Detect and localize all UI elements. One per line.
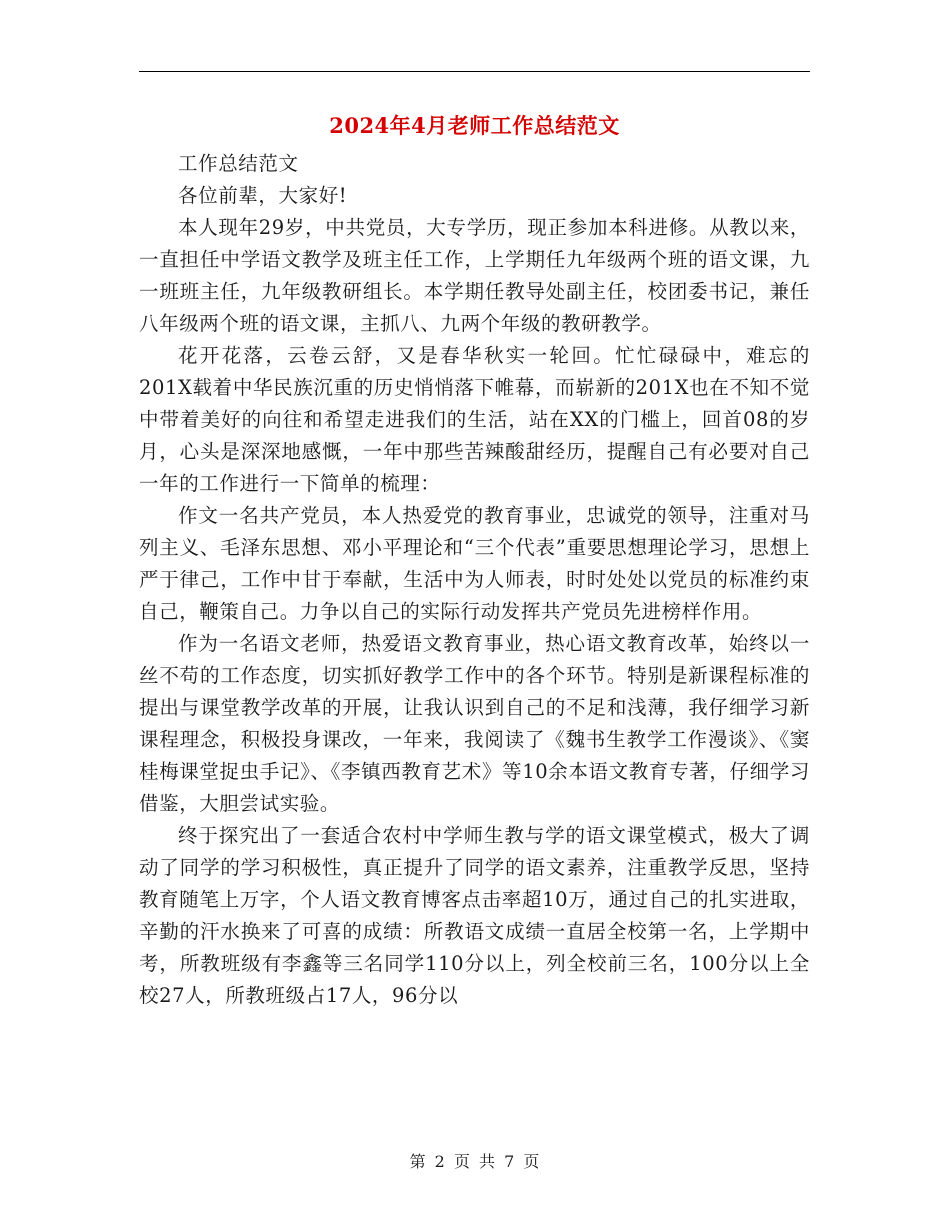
paragraph-intro: 本人现年29岁，中共党员，大专学历，现正参加本科进修。从教以来，一直担任中学语文教学及班主任工作，上学期任九年级两个班的语文课，九一班班主任，九年级教研组长。本学期任教导处副主任，校团委书记，兼任八年级两个班的语文课，主抓八、九两个年级的教研教学。 — [139, 216, 810, 335]
header-rule — [139, 71, 810, 72]
paragraph-results: 终于探究出了一套适合农村中学师生教与学的语文课堂模式，极大了调动了同学的学习积极性，真正提升了同学的语文素养，注重教学反思，坚持教育随笔上万字，个人语文教育博客点击率超10万，通过自己的扎实进取，辛勤的汗水换来了可喜的成绩：所教语文成绩一直居全校第一名，上学期中考，所教班级有李鑫等三名同学110分以上，列全校前三名，100分以上全校27人，所教班级占17人，96分以 — [139, 824, 810, 1007]
paragraph-heading: 工作总结范文 — [178, 152, 299, 175]
paragraph-reflection: 花开花落，云卷云舒，又是春华秋实一轮回。忙忙碌碌中，难忘的201X载着中华民族沉重的历史悄悄落下帷幕，而崭新的201X也在不知不觉中带着美好的向往和希望走进我们的生活，站在XX的门槛上，回首08的岁月，心头是深深地感慨，一年中那些苦辣酸甜经历，提醒自己有必要对自己一年的工作进行一下简单的梳理： — [139, 344, 810, 495]
document-body — [139, 148, 810, 1012]
page-number-footer: 第 2 页 共 7 页 — [409, 1152, 540, 1171]
paragraph-greeting: 各位前辈，大家好! — [178, 184, 348, 207]
paragraph-party-member: 作文一名共产党员，本人热爱党的教育事业，忠诚党的领导，注重对马列主义、毛泽东思想、邓小平理论和“三个代表”重要思想理论学习，思想上严于律己，工作中甘于奉献，生活中为人师表，时时处处以党员的标准约束自己，鞭策自己。力争以自己的实际行动发挥共产党员先进榜样作用。 — [139, 504, 810, 623]
document-title: 2024年4月老师工作总结范文 — [329, 113, 620, 138]
paragraph-teacher: 作为一名语文老师，热爱语文教育事业，热心语文教育改革，始终以一丝不苟的工作态度，切实抓好教学工作中的各个环节。特别是新课程标准的提出与课堂教学改革的开展，让我认识到自己的不足和浅薄，我仔细学习新课程理念，积极投身课改，一年来，我阅读了《魏书生教学工作漫谈》、《窦桂梅课堂捉虫手记》、《李镇西教育艺术》等10余本语文教育专著，仔细学习借鉴，大胆尝试实验。 — [139, 632, 810, 815]
